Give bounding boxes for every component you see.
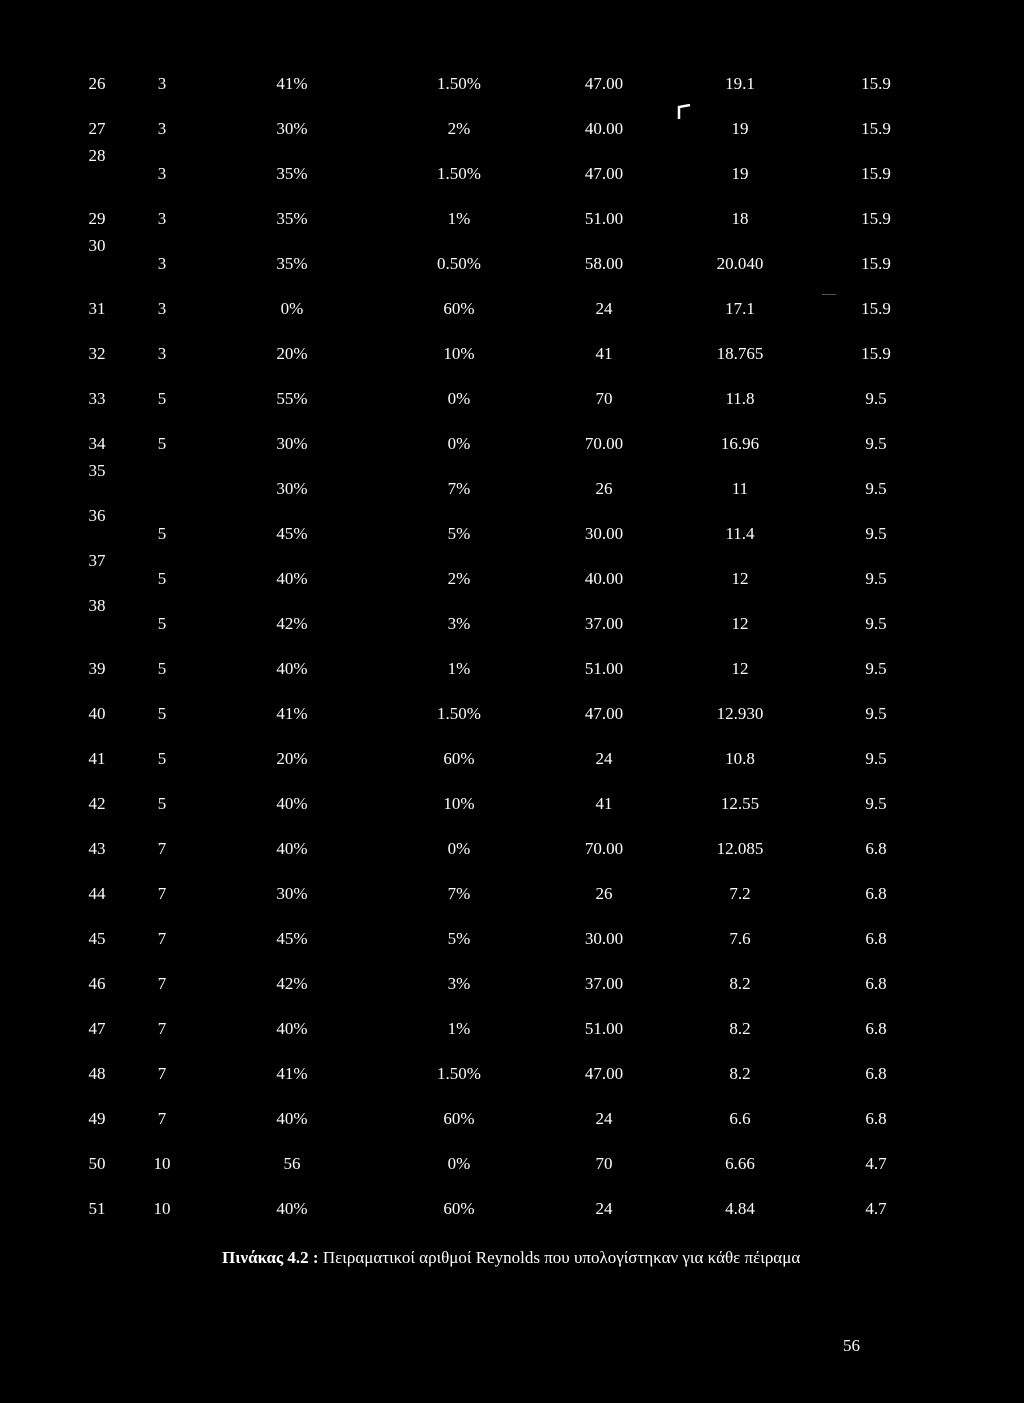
table-cell: 15.9: [861, 209, 891, 228]
table-row: [0, 146, 1024, 195]
table-cell: 9.5: [865, 614, 887, 633]
table-cell: 16.96: [720, 434, 760, 453]
table-cell: 70.00: [584, 839, 624, 858]
table-cell: 6.66: [725, 1154, 755, 1173]
table-cell: 5: [157, 569, 167, 588]
table-cell: 40%: [276, 1019, 308, 1038]
table-cell: 47.00: [584, 164, 624, 183]
table-cell: 15.9: [861, 74, 891, 93]
table-cell: 40%: [276, 1109, 308, 1128]
table-cell: 6.8: [865, 839, 887, 858]
table-cell: 35%: [276, 254, 308, 273]
table-cell: 9.5: [865, 434, 887, 453]
table-cell: 6.8: [865, 1019, 887, 1038]
table-cell: 5: [157, 704, 167, 723]
table-cell: 12.930: [716, 704, 764, 723]
table-row: [0, 236, 1024, 285]
table-cell: 5%: [447, 929, 471, 948]
table-cell: 11: [731, 479, 749, 498]
table-row: [0, 1185, 1024, 1230]
table-cell: 60%: [443, 299, 475, 318]
table-cell: 30%: [276, 434, 308, 453]
table-cell: 5: [157, 659, 167, 678]
table-cell: 40%: [276, 569, 308, 588]
table-row: [0, 596, 1024, 645]
table-cell: 7: [157, 1064, 167, 1083]
table-cell: 12: [731, 614, 749, 633]
table-cell: 1.50%: [437, 74, 481, 93]
experiment-number: 36: [88, 506, 106, 525]
experiment-number: 40: [88, 704, 106, 723]
table-cell: 41%: [276, 704, 308, 723]
table-cell: 6.8: [865, 1064, 887, 1083]
table-cell: 35%: [276, 164, 308, 183]
table-cell: 5: [157, 389, 167, 408]
table-cell: 15.9: [861, 299, 891, 318]
table-cell: 70.00: [584, 434, 624, 453]
table-caption: [222, 1248, 800, 1268]
scan-artifact-dash: [822, 294, 836, 295]
table-cell: 58.00: [584, 254, 624, 273]
table-cell: 8.2: [729, 1019, 751, 1038]
table-cell: 40%: [276, 1199, 308, 1218]
table-cell: 2%: [447, 569, 471, 588]
table-cell: 41%: [276, 74, 308, 93]
table-cell: 30%: [276, 479, 308, 498]
table-cell: 6.8: [865, 884, 887, 903]
table-cell: 5%: [447, 524, 471, 543]
table-cell: 15.9: [861, 119, 891, 138]
table-cell: 30.00: [584, 524, 624, 543]
experiment-number: 35: [88, 461, 106, 480]
table-row: [0, 375, 1024, 420]
table-cell: 20%: [276, 749, 308, 768]
experiment-number: 49: [88, 1109, 106, 1128]
table-cell: 18.765: [716, 344, 764, 363]
table-row: [0, 690, 1024, 735]
caption-text: Πειραματικοί αριθμοί Reynolds που υπολογίστηκαν για κάθε πέιραμα: [322, 1248, 801, 1267]
experiment-number: 33: [88, 389, 106, 408]
table-cell: 37.00: [584, 974, 624, 993]
table-row: [0, 551, 1024, 600]
table-cell: 9.5: [865, 524, 887, 543]
table-cell: 40%: [276, 659, 308, 678]
table-cell: 6.6: [729, 1109, 751, 1128]
table-cell: 11.8: [725, 389, 755, 408]
table-cell: 40.00: [584, 569, 624, 588]
table-cell: 15.9: [861, 164, 891, 183]
table-cell: 5: [157, 614, 167, 633]
experiment-number: 51: [88, 1199, 106, 1218]
table-cell: 10%: [443, 344, 475, 363]
table-cell: 10%: [443, 794, 475, 813]
table-cell: 9.5: [865, 479, 887, 498]
reynolds-table: [0, 60, 1024, 1230]
table-row: [0, 960, 1024, 1005]
experiment-number: 48: [88, 1064, 106, 1083]
table-cell: 9.5: [865, 389, 887, 408]
table-row: [0, 330, 1024, 375]
table-cell: 37.00: [584, 614, 624, 633]
experiment-number: 28: [88, 146, 106, 165]
table-row: [0, 420, 1024, 465]
table-cell: 7.2: [729, 884, 751, 903]
table-cell: 0%: [447, 389, 471, 408]
table-row: [0, 780, 1024, 825]
table-cell: 7%: [447, 479, 471, 498]
table-cell: 3: [157, 254, 167, 273]
table-cell: 0.50%: [437, 254, 481, 273]
table-cell: 15.9: [861, 254, 891, 273]
table-cell: 60%: [443, 749, 475, 768]
table-cell: 3: [157, 119, 167, 138]
table-cell: 12: [731, 659, 749, 678]
table-cell: 7: [157, 974, 167, 993]
experiment-number: 32: [88, 344, 106, 363]
table-cell: 6.8: [865, 1109, 887, 1128]
table-cell: 3: [157, 74, 167, 93]
table-cell: 24: [595, 749, 613, 768]
experiment-number: 43: [88, 839, 106, 858]
table-cell: 0%: [447, 1154, 471, 1173]
table-row: [0, 1005, 1024, 1050]
table-cell: 42%: [276, 974, 308, 993]
table-cell: 4.7: [865, 1154, 887, 1173]
table-cell: 42%: [276, 614, 308, 633]
experiment-number: 30: [88, 236, 106, 255]
experiment-number: 39: [88, 659, 106, 678]
table-row: [0, 825, 1024, 870]
table-cell: 3%: [447, 614, 471, 633]
experiment-number: 29: [88, 209, 106, 228]
table-cell: 15.9: [861, 344, 891, 363]
table-row: [0, 1050, 1024, 1095]
experiment-number: 37: [88, 551, 106, 570]
table-cell: 24: [595, 299, 613, 318]
table-cell: 51.00: [584, 1019, 624, 1038]
table-cell: 2%: [447, 119, 471, 138]
experiment-number: 41: [88, 749, 106, 768]
table-cell: 9.5: [865, 749, 887, 768]
table-cell: 1.50%: [437, 1064, 481, 1083]
table-cell: 41: [595, 794, 613, 813]
table-cell: 47.00: [584, 704, 624, 723]
table-cell: 7: [157, 929, 167, 948]
experiment-number: 45: [88, 929, 106, 948]
experiment-number: 38: [88, 596, 106, 615]
table-cell: 30%: [276, 119, 308, 138]
table-cell: 3: [157, 299, 167, 318]
table-cell: 7: [157, 884, 167, 903]
table-cell: 4.7: [865, 1199, 887, 1218]
table-cell: 60%: [443, 1109, 475, 1128]
table-cell: 7: [157, 839, 167, 858]
table-cell: 19.1: [725, 74, 755, 93]
table-cell: 3%: [447, 974, 471, 993]
experiment-number: 26: [88, 74, 106, 93]
table-cell: 9.5: [865, 704, 887, 723]
table-cell: 41: [595, 344, 613, 363]
table-row: [0, 915, 1024, 960]
table-cell: 12.55: [720, 794, 760, 813]
experiment-number: 42: [88, 794, 106, 813]
table-cell: 9.5: [865, 659, 887, 678]
table-cell: 60%: [443, 1199, 475, 1218]
table-cell: 0%: [280, 299, 304, 318]
table-cell: 9.5: [865, 569, 887, 588]
table-cell: 70: [595, 389, 613, 408]
table-cell: 8.2: [729, 974, 751, 993]
table-cell: 26: [595, 479, 613, 498]
table-cell: 12: [731, 569, 749, 588]
table-cell: 10: [153, 1154, 171, 1173]
table-cell: 10: [153, 1199, 171, 1218]
table-cell: 3: [157, 164, 167, 183]
table-cell: 56: [283, 1154, 301, 1173]
table-row: [0, 735, 1024, 780]
table-cell: 6.8: [865, 974, 887, 993]
table-cell: 9.5: [865, 794, 887, 813]
table-cell: 1%: [447, 1019, 471, 1038]
table-cell: 5: [157, 434, 167, 453]
table-row: [0, 60, 1024, 105]
experiment-number: 47: [88, 1019, 106, 1038]
experiment-number: 31: [88, 299, 106, 318]
scan-artifact-mark: [677, 104, 691, 120]
table-cell: 5: [157, 749, 167, 768]
table-cell: 30.00: [584, 929, 624, 948]
table-cell: 7%: [447, 884, 471, 903]
table-cell: 26: [595, 884, 613, 903]
table-row: [0, 1095, 1024, 1140]
table-row: [0, 1140, 1024, 1185]
table-row: [0, 461, 1024, 510]
table-cell: 1.50%: [437, 164, 481, 183]
table-cell: 40%: [276, 794, 308, 813]
table-cell: 7.6: [729, 929, 751, 948]
table-cell: 0%: [447, 839, 471, 858]
experiment-number: 27: [88, 119, 106, 138]
table-cell: 1%: [447, 209, 471, 228]
table-cell: 3: [157, 209, 167, 228]
table-cell: 45%: [276, 929, 308, 948]
table-cell: 51.00: [584, 659, 624, 678]
table-row: [0, 645, 1024, 690]
table-cell: 1.50%: [437, 704, 481, 723]
table-cell: 19: [731, 119, 749, 138]
table-cell: 1%: [447, 659, 471, 678]
experiment-number: 46: [88, 974, 106, 993]
table-row: [0, 870, 1024, 915]
table-row: [0, 195, 1024, 240]
table-cell: 3: [157, 344, 167, 363]
table-cell: 45%: [276, 524, 308, 543]
table-cell: 5: [157, 524, 167, 543]
table-cell: 5: [157, 794, 167, 813]
table-cell: 4.84: [725, 1199, 755, 1218]
table-cell: 40.00: [584, 119, 624, 138]
table-row: [0, 506, 1024, 555]
table-cell: 41%: [276, 1064, 308, 1083]
table-cell: 70: [595, 1154, 613, 1173]
table-cell: 30%: [276, 884, 308, 903]
caption-label: Πινάκας 4.2 :: [222, 1248, 319, 1267]
table-cell: 18: [731, 209, 749, 228]
table-cell: 8.2: [729, 1064, 751, 1083]
table-cell: 10.8: [725, 749, 755, 768]
table-cell: 0%: [447, 434, 471, 453]
table-cell: 11.4: [725, 524, 755, 543]
table-cell: 24: [595, 1199, 613, 1218]
table-cell: 17.1: [725, 299, 755, 318]
experiment-number: 44: [88, 884, 106, 903]
table-cell: 40%: [276, 839, 308, 858]
table-cell: 19: [731, 164, 749, 183]
table-cell: 47.00: [584, 74, 624, 93]
table-row: [0, 105, 1024, 150]
experiment-number: 34: [88, 434, 106, 453]
table-cell: 51.00: [584, 209, 624, 228]
table-cell: 6.8: [865, 929, 887, 948]
experiment-number: 50: [88, 1154, 106, 1173]
table-row: [0, 285, 1024, 330]
table-cell: 24: [595, 1109, 613, 1128]
table-cell: 20.040: [716, 254, 764, 273]
table-cell: 20%: [276, 344, 308, 363]
table-cell: 55%: [276, 389, 308, 408]
page-number: 56: [843, 1336, 860, 1355]
table-cell: 47.00: [584, 1064, 624, 1083]
table-cell: 12.085: [716, 839, 764, 858]
table-cell: 7: [157, 1109, 167, 1128]
table-cell: 7: [157, 1019, 167, 1038]
table-cell: 35%: [276, 209, 308, 228]
